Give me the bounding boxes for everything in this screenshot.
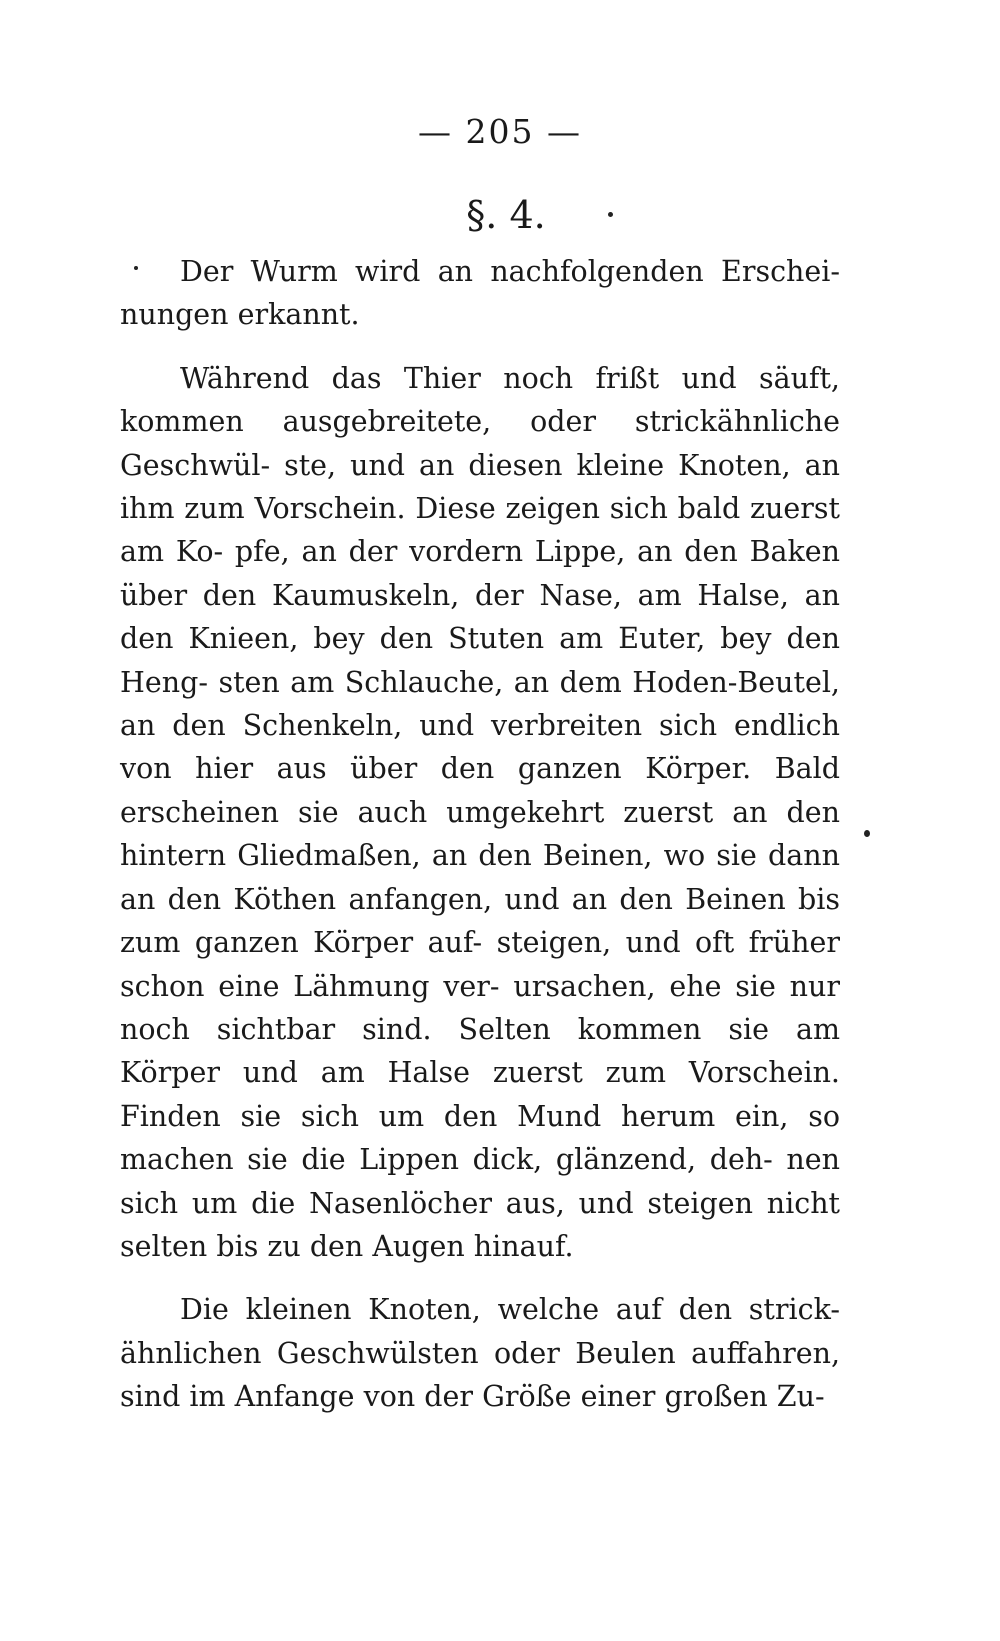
scan-speck bbox=[134, 266, 138, 270]
scan-speck bbox=[608, 212, 613, 217]
paragraph-3: Die kleinen Knoten, welche auf den strick- ähnlichen Geschwülsten oder Beulen auffahren, sind im Anfange von der Größe einer großen Zu- bbox=[120, 1293, 840, 1414]
paragraph-2: Während das Thier noch frißt und säuft, kommen ausgebreitete, oder strickähnliche Geschwül- ste, und an diesen kleine Knoten, an ihm zum Vorschein. Diese zeigen sich bald zuerst am Ko- pfe, an der vordern Lippe, an den Baken über den Kaumuskeln, der Nase, am Halse, an den Knieen, bey den Stuten am Euter, bey den Heng- sten am Schlauche, an dem Hoden-Beutel, an den Schenkeln, und verbreiten sich endlich von hier aus über den ganzen Körper. Bald erscheinen sie auch umgekehrt zuerst an den hintern Gliedmaßen, an den Beinen, wo sie dann an den Köthen anfangen, und an den Beinen bis zum ganzen Körper auf- steigen, und oft früher schon eine Lähmung ver- ursachen, ehe sie nur noch sichtbar sind. Selten kommen sie am Körper und am Halse zuerst zum Vorschein. Finden sie sich um den Mund herum ein, so machen sie die Lippen dick, glänzend, deh- nen sich um die Nasenlöcher aus, und steigen nicht selten bis zu den Augen hinauf. bbox=[120, 361, 840, 1263]
scan-speck bbox=[864, 830, 870, 837]
page-number-header: — 205 — bbox=[418, 112, 582, 151]
section-heading: §. 4. bbox=[466, 193, 546, 237]
body-text bbox=[120, 250, 840, 1419]
paragraph-1: Der Wurm wird an nachfolgenden Erschei- nungen erkannt. bbox=[120, 255, 840, 332]
